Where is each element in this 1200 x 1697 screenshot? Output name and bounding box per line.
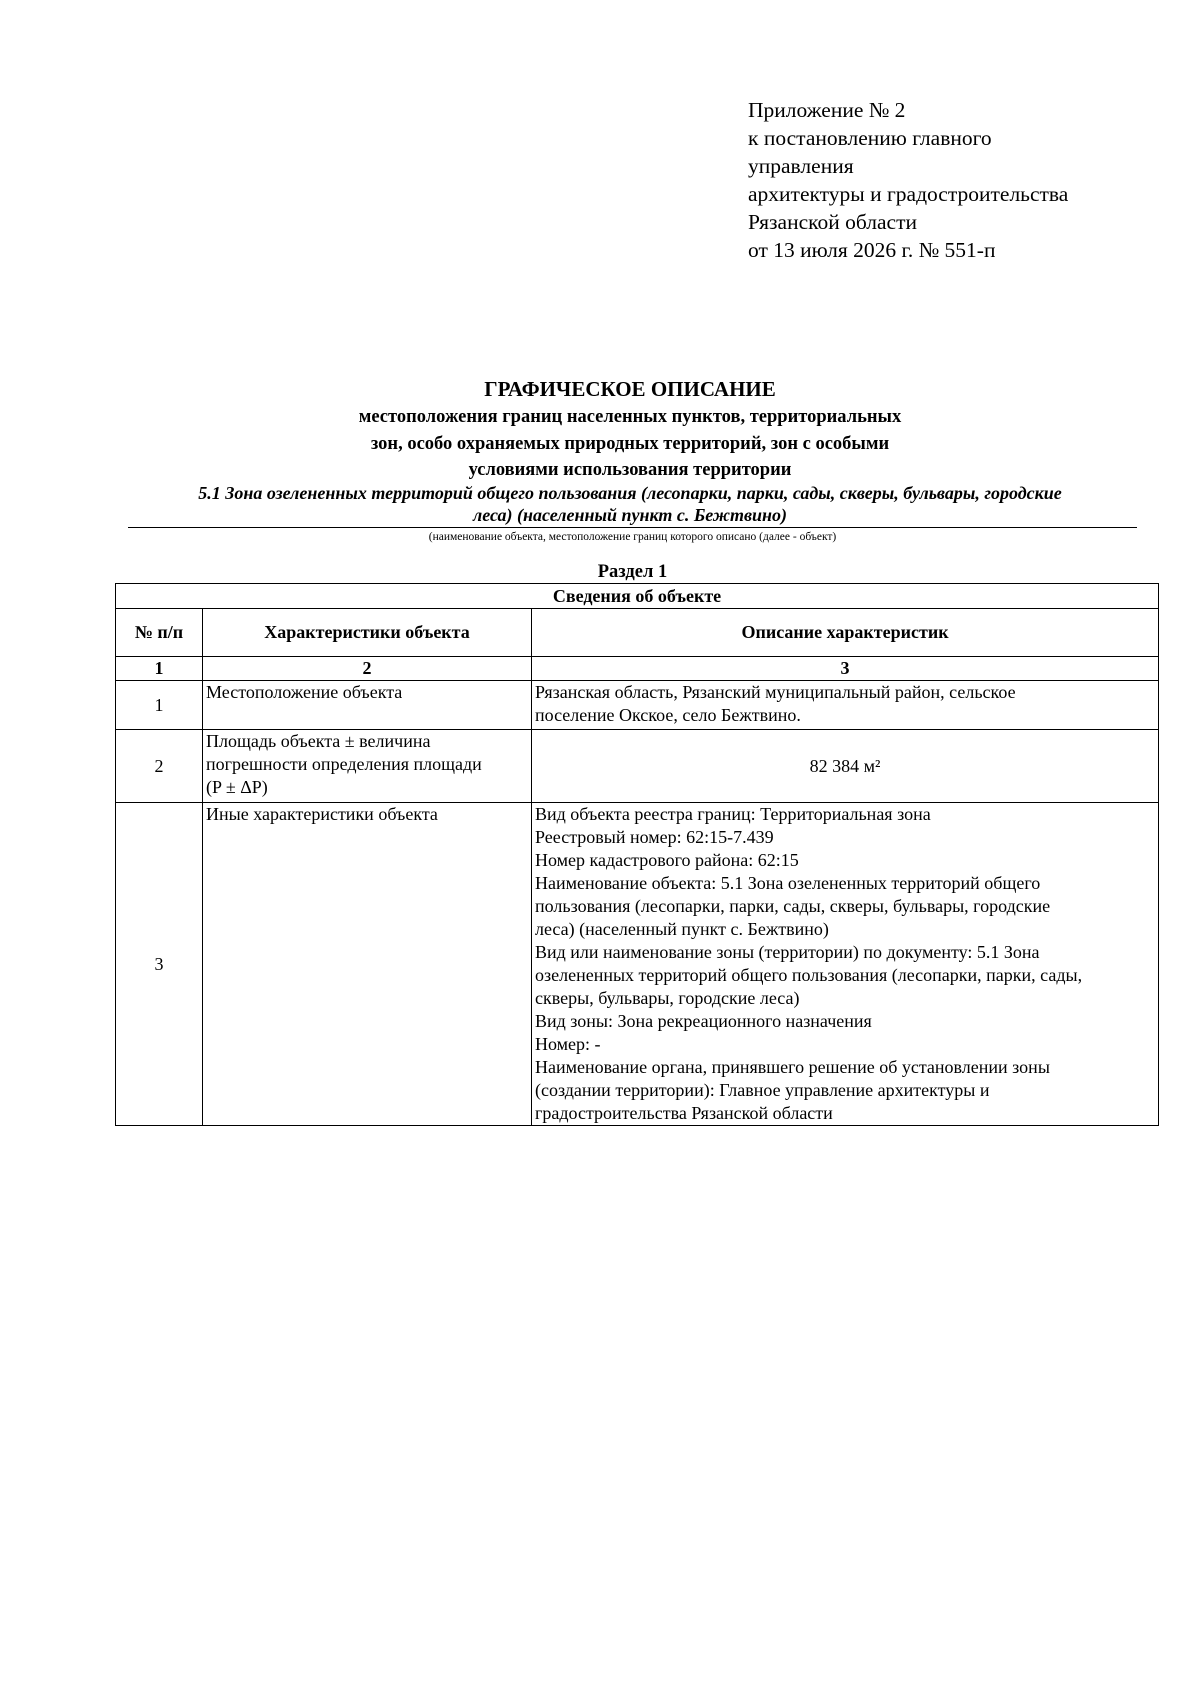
appendix-line: от 13 июля 2026 г. № 551-п	[748, 238, 996, 262]
table-header-row	[116, 609, 1159, 657]
row-description: 82 384 м²	[532, 730, 1159, 803]
row-number: 3	[116, 803, 203, 1126]
table-title: Сведения об объекте	[116, 584, 1159, 609]
characteristic-line: погрешности определения площади	[206, 754, 482, 774]
column-number: 2	[203, 657, 532, 681]
header-description: Описание характеристик	[532, 609, 1159, 657]
description-line: Реестровый номер: 62:15-7.439	[535, 827, 774, 847]
description-line: леса) (населенный пункт с. Бежтвино)	[535, 919, 829, 939]
appendix-block	[748, 96, 1168, 264]
row-characteristic: Иные характеристики объекта	[203, 803, 532, 1126]
document-subtitle-line: условиями использования территории	[468, 460, 792, 480]
table-row	[116, 803, 1159, 1126]
description-line: Рязанская область, Рязанский муниципальный район, сельское	[535, 682, 1016, 702]
appendix-line: управления	[748, 154, 854, 178]
document-subtitle-line: зон, особо охраняемых природных территорий, зон с особыми	[370, 434, 890, 454]
description-line: пользования (лесопарки, парки, сады, скверы, бульвары, городские	[535, 896, 1051, 916]
description-line: (создании территории): Главное управление архитектуры и	[535, 1080, 990, 1100]
header-num-label: № п/п	[134, 622, 184, 642]
header-characteristic: Характеристики объекта	[203, 609, 532, 657]
description-line: Наименование объекта: 5.1 Зона озелененных территорий общего	[535, 873, 1041, 893]
column-number: 1	[116, 657, 203, 681]
appendix-line: архитектуры и градостроительства	[748, 182, 1069, 206]
description-line: озелененных территорий общего пользования (лесопарки, парки, сады,	[535, 965, 1083, 985]
table-row	[116, 730, 1159, 803]
description-line: Номер кадастрового района: 62:15	[535, 850, 799, 870]
column-number: 3	[532, 657, 1159, 681]
column-number-row	[116, 657, 1159, 681]
description-line: скверы, бульвары, городские леса)	[535, 988, 800, 1008]
row-description	[532, 803, 1159, 1126]
section-title: Раздел 1	[597, 562, 668, 582]
appendix-line: к постановлению главного	[748, 126, 992, 150]
description-line: Вид или наименование зоны (территории) по документу: 5.1 Зона	[535, 942, 1040, 962]
row-number: 1	[116, 681, 203, 730]
description-line: Номер: -	[535, 1034, 601, 1054]
appendix-line: Приложение № 2	[748, 98, 906, 122]
header-num	[116, 609, 203, 657]
description-line: Вид объекта реестра границ: Территориальная зона	[535, 804, 931, 824]
object-name-underline	[128, 527, 1137, 528]
description-line: Вид зоны: Зона рекреационного назначения	[535, 1011, 872, 1031]
row-description	[532, 681, 1159, 730]
description-line: Наименование органа, принявшего решение об установлении зоны	[535, 1057, 1050, 1077]
object-name-line: леса) (населенный пункт с. Бежтвино)	[472, 505, 788, 525]
characteristic-line: Площадь объекта ± величина	[206, 731, 431, 751]
description-line: поселение Окское, село Бежтвино.	[535, 705, 801, 725]
appendix-line: Рязанской области	[748, 210, 917, 234]
document-title: ГРАФИЧЕСКОЕ ОПИСАНИЕ	[484, 377, 776, 401]
row-characteristic	[203, 730, 532, 803]
description-line: градостроительства Рязанской области	[535, 1103, 833, 1123]
row-characteristic: Местоположение объекта	[203, 681, 532, 730]
row-number: 2	[116, 730, 203, 803]
object-info-table	[115, 583, 1159, 1126]
characteristic-line: (P ± ΔP)	[206, 777, 268, 797]
table-title-row	[116, 584, 1159, 609]
table-row	[116, 681, 1159, 730]
object-name-line: 5.1 Зона озелененных территорий общего пользования (лесопарки, парки, сады, скверы, бульвары, городские	[198, 483, 1062, 503]
object-name-caption: (наименование объекта, местоположение границ которого описано (далее - объект)	[428, 531, 837, 543]
document-subtitle-line: местоположения границ населенных пунктов, территориальных	[358, 407, 902, 427]
